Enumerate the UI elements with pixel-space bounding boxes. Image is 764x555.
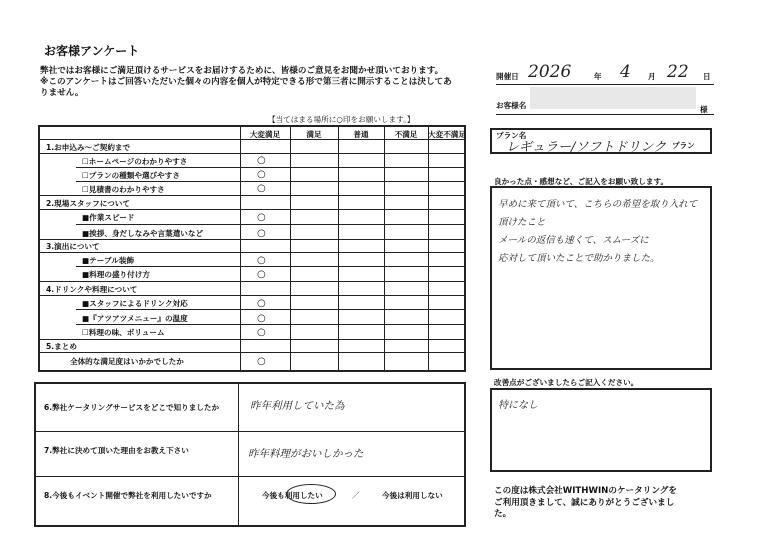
page-title: お客様アンケート: [44, 44, 140, 58]
handwritten-line: 応対して頂いたことで助かりました。: [498, 253, 660, 264]
table-divider: [38, 352, 466, 353]
intro-line: りません。: [40, 88, 84, 98]
option-continue[interactable]: 今後も利用したい: [262, 491, 323, 500]
question-label: 6.弊社ケータリングサービスをどこで知りましたか: [44, 403, 220, 412]
option-discontinue[interactable]: 今後は利用しない: [382, 491, 443, 500]
item-label: ☐料理の味、ボリューム: [82, 328, 165, 337]
instruction-text: 【当てはまる場所に○印をお願いします。】: [268, 115, 415, 124]
table-divider: [76, 324, 466, 325]
closing-message: [494, 486, 677, 521]
table-divider: [240, 126, 241, 371]
item-label: ■テーブル装飾: [82, 256, 135, 265]
intro-line: ※このアンケートはご回答いただいた個々の内容を個人が特定できる形で第三者に開示することは決してあ: [40, 77, 452, 87]
intro-line: 弊社ではお客様にご満足頂けるサービスをお届けするために、皆様のご意見をお聞かせ頂いております。: [40, 66, 444, 76]
rating-mark[interactable]: ○: [257, 269, 266, 280]
rating-mark[interactable]: ○: [257, 169, 266, 180]
selection-circle: [286, 484, 336, 504]
table-divider: [76, 309, 466, 310]
table-divider: [38, 295, 466, 296]
item-label: ■作業スピード: [82, 213, 135, 222]
improvements-text: 特になし: [498, 400, 538, 411]
month-unit: 月: [648, 72, 656, 81]
item-label: ■挨拶、身だしなみや言葉遣いなど: [82, 229, 204, 238]
plan-value[interactable]: レギュラー/ソフトドリンク: [506, 140, 667, 155]
item-label: ■料理の盛り付け方: [82, 270, 150, 279]
column-header: 大変不満足: [428, 130, 466, 139]
rating-mark[interactable]: ○: [257, 212, 266, 223]
handwritten-line: 早めに来て頂いて、こちらの希望を取り入れて: [498, 199, 698, 210]
question-label: 8.今後もイベント開催で弊社を利用したいですか: [44, 491, 212, 500]
item-label: ■『アツアツメニュー』の温度: [82, 314, 188, 323]
column-header: 不満足: [394, 130, 418, 139]
closing-line: この度は株式会社WITHWINのケータリングを: [494, 486, 677, 496]
customer-name-redacted: [530, 87, 696, 109]
intro-text: [40, 66, 480, 99]
rating-mark[interactable]: ○: [257, 228, 266, 239]
customer-label: お客様名: [496, 101, 527, 110]
item-label: ☐ホームページのわかりやすさ: [82, 157, 188, 166]
table-divider: [38, 252, 466, 253]
table-divider: [338, 126, 339, 371]
handwritten-line: 頂けたこと: [498, 217, 546, 228]
year-unit: 年: [594, 72, 602, 81]
column-header: 満足: [306, 130, 322, 139]
good-points-text: [498, 196, 706, 268]
date-underline: [496, 84, 714, 85]
section-title: 3.演出について: [46, 242, 100, 251]
section-title: 2.現場スタッフについて: [46, 199, 130, 208]
rating-mark[interactable]: ○: [257, 298, 266, 309]
improvements-label: 改善点がございましたらご記入ください。: [494, 378, 639, 387]
rating-mark[interactable]: ○: [257, 183, 266, 194]
plan-suffix: プラン: [672, 141, 695, 150]
table-divider: [290, 126, 291, 371]
table-divider: [38, 209, 466, 210]
rating-mark[interactable]: ○: [257, 313, 266, 324]
section-title: 5.まとめ: [46, 342, 77, 351]
table-divider: [38, 339, 466, 340]
section-title: 4.ドリンクや料理について: [46, 285, 138, 294]
plan-label: プラン名: [496, 131, 527, 140]
table-divider: [38, 281, 466, 282]
rating-mark[interactable]: ○: [257, 356, 266, 367]
date-day[interactable]: 22: [667, 62, 689, 82]
date-label: 開催日: [496, 72, 519, 81]
table-divider: [238, 383, 239, 526]
date-month[interactable]: 4: [620, 62, 631, 82]
customer-underline: [496, 114, 714, 115]
rating-mark[interactable]: ○: [257, 155, 266, 166]
table-divider: [76, 224, 466, 225]
rating-mark[interactable]: ○: [257, 327, 266, 338]
table-divider: [428, 126, 429, 371]
table-divider: [76, 266, 466, 267]
table-divider: [38, 239, 466, 240]
table-divider: [76, 181, 466, 182]
closing-line: ご利用頂きまして、誠にありがとうございまし: [494, 497, 675, 508]
closing-line: た。: [494, 509, 512, 519]
item-label: ■スタッフによるドリンク対応: [82, 299, 188, 308]
question-answer[interactable]: 昨年料理がおいしかった: [248, 448, 364, 460]
date-year[interactable]: 2026: [528, 62, 572, 82]
question-answer[interactable]: 昨年利用していた為: [250, 400, 345, 412]
handwritten-line: メールの返信も速くて、スムーズに: [498, 235, 649, 246]
option-separator: ／: [352, 491, 360, 500]
table-divider: [34, 476, 466, 477]
customer-suffix: 様: [700, 105, 708, 114]
section-title: 1.お申込み～ご契約まで: [46, 143, 131, 152]
item-label: ☐見積書のわかりやすさ: [82, 185, 165, 194]
good-points-label: 良かった点・感想など、ご記入をお願い致します。: [494, 177, 669, 186]
table-divider: [384, 126, 385, 371]
rating-mark[interactable]: ○: [257, 255, 266, 266]
item-label: 全体的な満足度はいかかでしたか: [70, 357, 184, 366]
table-divider: [34, 431, 466, 432]
table-divider: [38, 195, 466, 196]
item-label: ☐プランの種類や選びやすさ: [82, 171, 180, 180]
table-divider: [38, 153, 466, 154]
table-divider: [76, 167, 466, 168]
question-label: 7.弊社に決めて頂いた理由をお教え下さい: [44, 446, 189, 455]
column-header: 普通: [353, 130, 369, 139]
day-unit: 日: [703, 72, 711, 81]
column-header: 大変満足: [249, 130, 281, 139]
